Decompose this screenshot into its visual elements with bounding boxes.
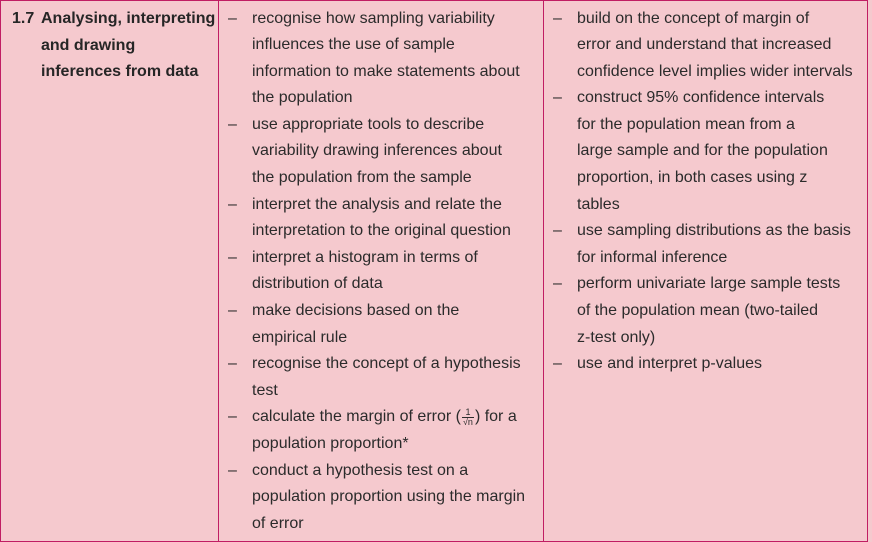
item-line: use and interpret p-values (577, 355, 762, 373)
list-item (544, 271, 867, 351)
item-line: tables (577, 195, 620, 213)
bullet-dash: – (553, 89, 562, 107)
item-line (252, 404, 537, 431)
item-line: of the population mean (two-tailed (577, 302, 819, 320)
item-line: of error (252, 514, 304, 532)
item-line: population proportion using the margin (252, 488, 526, 506)
item-line: z-test only) (577, 328, 656, 346)
topic-line-1 (12, 6, 215, 33)
item-line: make decisions based on the (252, 302, 460, 320)
item-line: use sampling distributions as the basis (577, 222, 851, 240)
item-line: information to make statements about (252, 62, 520, 80)
item-line: error and understand that increased (577, 36, 832, 54)
bullet-dash: – (553, 355, 562, 373)
list-item (219, 112, 543, 192)
item-line: construct 95% confidence intervals (577, 89, 825, 107)
fraction (462, 408, 474, 427)
item-line: recognise how sampling variability (252, 9, 495, 27)
higher-level-outcomes-list (544, 6, 867, 378)
list-item (544, 85, 867, 218)
item-line: empirical rule (252, 328, 348, 346)
list-item (219, 6, 543, 112)
bullet-dash: – (228, 9, 237, 27)
item-line: influences the use of sample (252, 36, 455, 54)
bullet-dash: – (228, 195, 237, 213)
formula-text-after: ) for a (474, 408, 517, 426)
list-item (219, 192, 543, 245)
bullet-dash: – (553, 275, 562, 293)
list-item (219, 458, 543, 538)
item-line: build on the concept of margin of (577, 9, 810, 27)
formula-text-before: calculate the margin of error ( (252, 408, 461, 426)
list-item (544, 351, 867, 378)
fraction-numerator: 1 (462, 408, 474, 418)
item-line: test (252, 381, 278, 399)
topic-title-line: inferences from data (41, 63, 199, 81)
item-line: perform univariate large sample tests (577, 275, 841, 293)
bullet-dash: – (228, 408, 237, 426)
topic-number: 1.7 (12, 10, 35, 27)
fraction-denominator: √n (462, 416, 473, 427)
item-line: interpretation to the original question (252, 222, 511, 240)
list-item (219, 298, 543, 351)
item-line: conduct a hypothesis test on a (252, 461, 469, 479)
list-item (544, 6, 867, 86)
bullet-dash: – (228, 115, 237, 133)
item-line: distribution of data (252, 275, 383, 293)
list-item (219, 404, 543, 457)
item-line: interpret the analysis and relate the (252, 195, 502, 213)
item-line: large sample and for the population (577, 142, 828, 160)
bullet-dash: – (228, 355, 237, 373)
learning-outcomes-list (219, 6, 543, 538)
bullet-dash: – (228, 248, 237, 266)
bullet-dash: – (228, 461, 237, 479)
item-line: use appropriate tools to describe (252, 115, 485, 133)
learning-outcomes-cell (218, 0, 543, 542)
item-line: confidence level implies wider intervals (577, 62, 853, 80)
higher-level-outcomes-cell (543, 0, 868, 542)
item-line: for the population mean from a (577, 115, 795, 133)
topic-title-line: Analysing, interpreting (41, 10, 216, 27)
topic-title-line: and drawing (41, 36, 136, 54)
bullet-dash: – (553, 9, 562, 27)
item-line: for informal inference (577, 248, 728, 266)
topic-cell (0, 0, 218, 542)
item-line: the population (252, 89, 353, 107)
list-item (544, 218, 867, 271)
list-item (219, 351, 543, 404)
item-line: recognise the concept of a hypothesis (252, 355, 521, 373)
item-line: interpret a histogram in terms of (252, 248, 478, 266)
item-line: the population from the sample (252, 169, 472, 187)
bullet-dash: – (228, 302, 237, 320)
bullet-dash: – (553, 222, 562, 240)
item-line: variability drawing inferences about (252, 142, 502, 160)
item-line: proportion, in both cases using z (577, 169, 808, 187)
item-line: population proportion* (252, 435, 409, 452)
topic-heading (12, 6, 215, 86)
list-item (219, 245, 543, 298)
